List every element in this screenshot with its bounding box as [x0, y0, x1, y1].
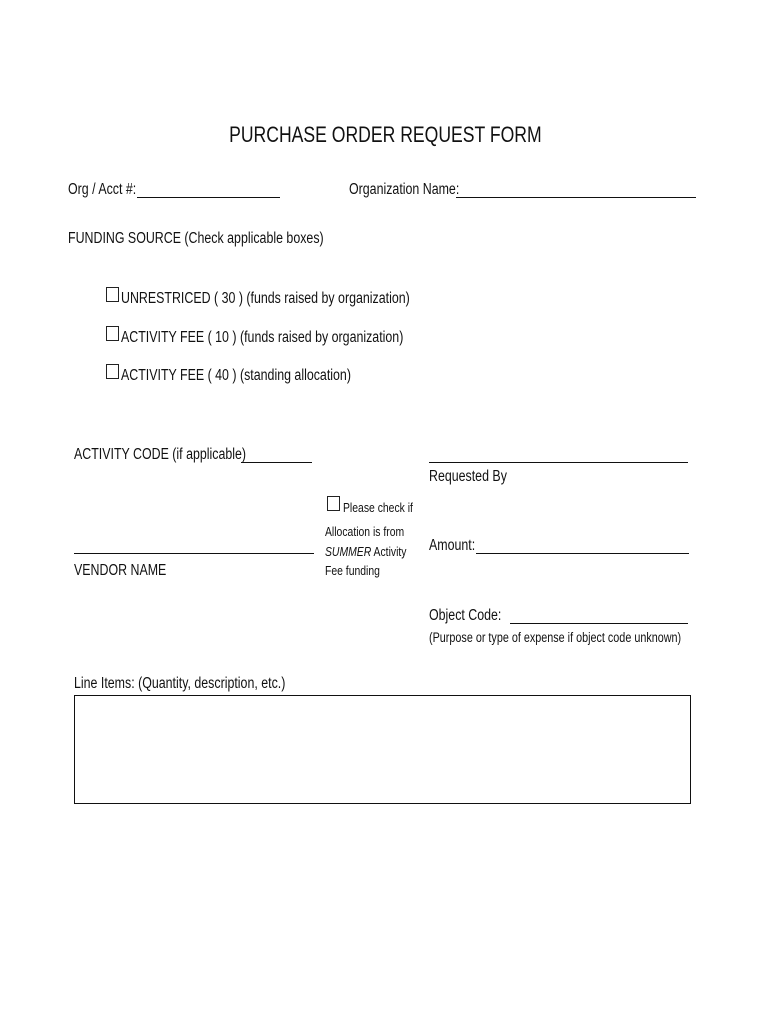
line-items-box[interactable] [74, 695, 691, 804]
summer-allocation-checkbox[interactable] [327, 496, 340, 511]
activity-fee-10-checkbox[interactable] [106, 326, 119, 341]
activity-code-field[interactable] [241, 462, 312, 463]
org-acct-field[interactable] [137, 197, 280, 198]
org-acct-label: Org / Acct #: [68, 181, 137, 198]
summer-note-line1: Please check if [343, 500, 413, 515]
object-code-label: Object Code: [429, 607, 502, 624]
object-code-field[interactable] [510, 623, 688, 624]
summer-note-line2: Allocation is from [325, 524, 405, 539]
amount-field[interactable] [476, 553, 689, 554]
summer-note-line4: Fee funding [325, 563, 380, 578]
vendor-name-field[interactable] [74, 553, 314, 554]
activity-fee-40-label: ACTIVITY FEE ( 40 ) (standing allocation) [121, 367, 351, 384]
requested-by-label: Requested By [429, 468, 507, 485]
summer-note-line3 [325, 544, 427, 559]
form-title: PURCHASE ORDER REQUEST FORM [228, 122, 542, 147]
requested-by-field[interactable] [429, 462, 688, 463]
summer-note-line3-rest: Activity [371, 544, 407, 559]
activity-fee-40-checkbox[interactable] [106, 364, 119, 379]
vendor-name-label: VENDOR NAME [74, 562, 167, 579]
funding-source-label: FUNDING SOURCE (Check applicable boxes) [68, 230, 324, 247]
activity-code-label: ACTIVITY CODE (if applicable) [74, 446, 247, 463]
activity-fee-10-label: ACTIVITY FEE ( 10 ) (funds raised by organization) [121, 329, 404, 346]
org-name-label: Organization Name: [349, 181, 460, 198]
summer-note-emphasis: SUMMER [325, 544, 372, 559]
line-items-label: Line Items: (Quantity, description, etc.) [74, 675, 286, 692]
unrestricted-checkbox[interactable] [106, 287, 119, 302]
org-name-field[interactable] [456, 197, 696, 198]
amount-label: Amount: [429, 537, 476, 554]
unrestricted-label: UNRESTRICED ( 30 ) (funds raised by organization) [121, 290, 410, 307]
object-code-note: (Purpose or type of expense if object code unknown) [429, 630, 682, 645]
